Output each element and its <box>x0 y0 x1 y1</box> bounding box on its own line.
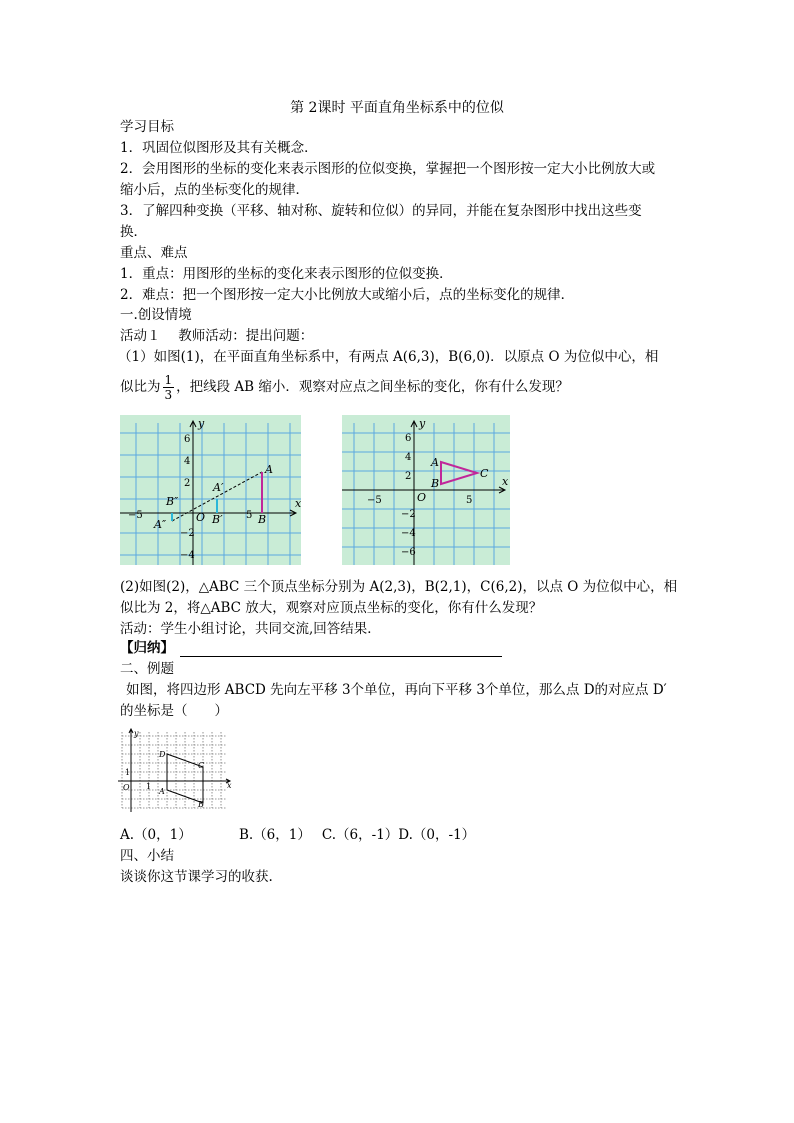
x-axis-label: x <box>227 781 232 790</box>
x-tick-5: 5 <box>466 495 473 506</box>
question-2-line1: (2)如图(2)，△ABC 三个顶点坐标分别为 A(2,3)，B(2,1)，C(6,2)，以点 O 为位似中心，相 <box>120 579 678 595</box>
x-tick-neg5: −5 <box>367 495 382 506</box>
point-a-label: A <box>431 456 439 469</box>
y-tick-neg4: −4 <box>180 550 195 561</box>
figure-3-labels <box>123 729 232 809</box>
y-tick-neg6: −6 <box>401 547 416 558</box>
keypoint-2: 2．难点：把一个图形按一定大小比例放大或缩小后，点的坐标变化的规律． <box>120 287 575 303</box>
summary-row <box>120 639 502 657</box>
y-tick-2: 2 <box>405 471 412 482</box>
y-axis-label: y <box>419 417 426 430</box>
point-b-label: B <box>431 477 440 490</box>
question-2-line2: 似比为 2，将△ABC 放大，观察对应顶点坐标的变化，你有什么发现？ <box>120 600 543 616</box>
section4-heading: 四、小结 <box>120 848 174 864</box>
summary-blank-line <box>180 642 502 657</box>
summary-label: 【归纳】 <box>120 640 174 656</box>
figure-1-coordinate-plane <box>120 415 301 565</box>
ratio-fraction <box>163 373 175 402</box>
y-unit-label: 1 <box>125 768 131 777</box>
point-a-label: A <box>265 463 273 476</box>
point-a2-label: A″ <box>154 518 167 531</box>
figure-3-axes <box>118 729 230 812</box>
question-1-pre: 似比为 <box>120 379 161 395</box>
y-tick-4: 4 <box>405 452 412 463</box>
goal-1: 1．巩固位似图形及其有关概念． <box>120 140 318 156</box>
discussion-text: 活动：学生小组讨论，共同交流,回答结果． <box>120 621 381 637</box>
x-tick-neg5: −5 <box>128 510 143 521</box>
goal-3-line2: 换． <box>120 224 147 240</box>
point-b-label: B <box>198 800 204 809</box>
example-line1: 如图，将四边形 ABCD 先向左平移 3个单位，再向下平移 3个单位，那么点 D的对应点 D′ <box>126 682 667 698</box>
goal-3-line1: 3．了解四种变换（平移、轴对称、旋转和位似）的异同，并能在复杂图形中找出这些变 <box>120 203 642 219</box>
y-axis-label: y <box>134 729 139 738</box>
figure-3-grid <box>122 732 226 808</box>
goal-2-line2: 缩小后，点的坐标变化的规律． <box>120 182 309 198</box>
y-tick-6: 6 <box>405 433 412 444</box>
y-tick-4: 4 <box>184 456 191 467</box>
keypoints-heading: 重点、难点 <box>120 245 188 261</box>
figure-2-coordinate-plane <box>342 415 510 565</box>
point-c-label: C <box>198 761 205 770</box>
y-tick-neg4: −4 <box>401 528 416 539</box>
question-1-line2 <box>120 370 569 404</box>
x-tick-5: 5 <box>246 510 253 521</box>
question-1-post: ，把线段 AB 缩小．观察对应点之间坐标的变化，你有什么发现？ <box>176 379 569 395</box>
page-title: 第 2课时 平面直角坐标系中的位似 <box>290 100 504 116</box>
goals-heading: 学习目标 <box>120 119 174 135</box>
y-tick-neg2: −2 <box>401 509 416 520</box>
y-tick-2: 2 <box>184 478 191 489</box>
x-axis-label: x <box>502 475 509 488</box>
answer-choices: A.（0，1） B.（6，1） C.（6，-1）D.（0，-1） <box>120 827 476 843</box>
point-a1-label: A′ <box>213 481 224 494</box>
keypoint-1: 1．重点：用图形的坐标的变化来表示图形的位似变换． <box>120 266 453 282</box>
summary-prompt: 谈谈你这节课学习的收获. <box>120 869 273 885</box>
point-b-label: B <box>258 513 267 526</box>
origin-label: O <box>196 511 206 524</box>
section1-heading: 一.创设情境 <box>120 307 192 323</box>
question-1-line1: （1）如图(1)，在平面直角坐标系中，有两点 A(6,3)，B(6,0)．以原点 O 为位似中心，相 <box>118 349 659 365</box>
goal-2-line1: 2．会用图形的坐标的变化来表示图形的位似变换，掌握把一个图形按一定大小比例放大或 <box>120 161 656 177</box>
x-unit-label: 1 <box>146 782 152 791</box>
example-line2: 的坐标是（ ） <box>120 703 228 719</box>
y-axis-label: y <box>198 417 205 430</box>
figure-3-dotted-grid <box>118 728 234 812</box>
origin-label: O <box>123 783 130 792</box>
point-d-label: D <box>159 750 166 759</box>
figure-1-background <box>120 415 301 565</box>
point-a-label: A <box>159 787 165 796</box>
point-b1-label: B′ <box>212 513 223 526</box>
section2-heading: 二、例题 <box>120 661 174 677</box>
point-c-label: C <box>480 467 489 480</box>
x-axis-label: x <box>295 497 301 510</box>
fraction-numerator: 1 <box>164 373 173 387</box>
point-b2-label: B″ <box>166 495 179 508</box>
y-tick-neg2: −2 <box>180 528 195 539</box>
fraction-denominator: 3 <box>164 388 173 402</box>
activity-1: 活动１ 教师活动：提出问题： <box>120 328 314 344</box>
origin-label: O <box>417 491 427 504</box>
y-tick-6: 6 <box>184 434 191 445</box>
